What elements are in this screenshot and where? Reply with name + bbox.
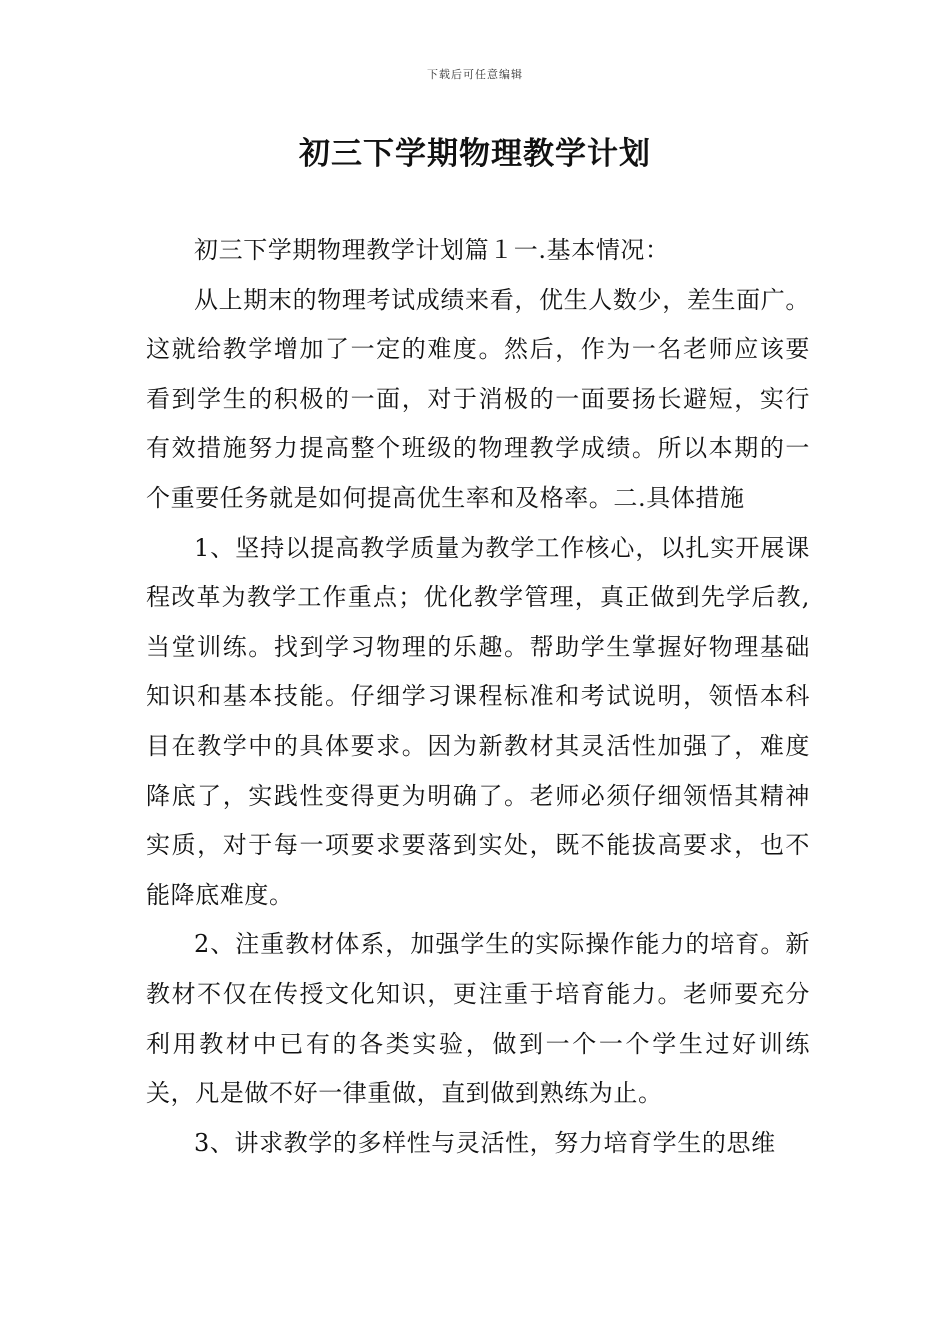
paragraph-basic-situation: 从上期末的物理考试成绩来看，优生人数少，差生面广。这就给教学增加了一定的难度。然后，作为一名老师应该要看到学生的积极的一面，对于消极的一面要扬长避短，实行有效措施努力提高整个班级的物理教学成绩。所以本期的一个重要任务就是如何提高优生率和及格率。二.具体措施 — [146, 285, 810, 512]
paragraph-measure-2: 2、注重教材体系，加强学生的实际操作能力的培育。新教材不仅在传授文化知识，更注重于培育能力。老师要充分利用教材中已有的各类实验，做到一个一个学生过好训练关，凡是做不好一律重做，直到做到熟练为止。 — [146, 930, 810, 1108]
paragraph-measure-3: 3、讲求教学的多样性与灵活性，努力培育学生的思维 — [194, 1128, 776, 1157]
paragraph-intro: 初三下学期物理教学计划篇１一.基本情况： — [194, 236, 670, 264]
document-body — [146, 226, 810, 1168]
paragraph-measure-1: 1、坚持以提高教学质量为教学工作核心，以扎实开展课程改革为教学工作重点；优化教学管理，真正做到先学后教,当堂训练。找到学习物理的乐趣。帮助学生掌握好物理基础知识和基本技能。仔细学习课程标准和考试说明，领悟本科目在教学中的具体要求。因为新教材其灵活性加强了，难度降底了，实践性变得更为明确了。老师必须仔细领悟其精神实质，对于每一项要求要落到实处，既不能拔高要求，也不能降底难度。 — [146, 533, 810, 909]
document-title: 初三下学期物理教学计划 — [299, 136, 651, 172]
header-note: 下载后可任意编辑 — [427, 68, 523, 81]
